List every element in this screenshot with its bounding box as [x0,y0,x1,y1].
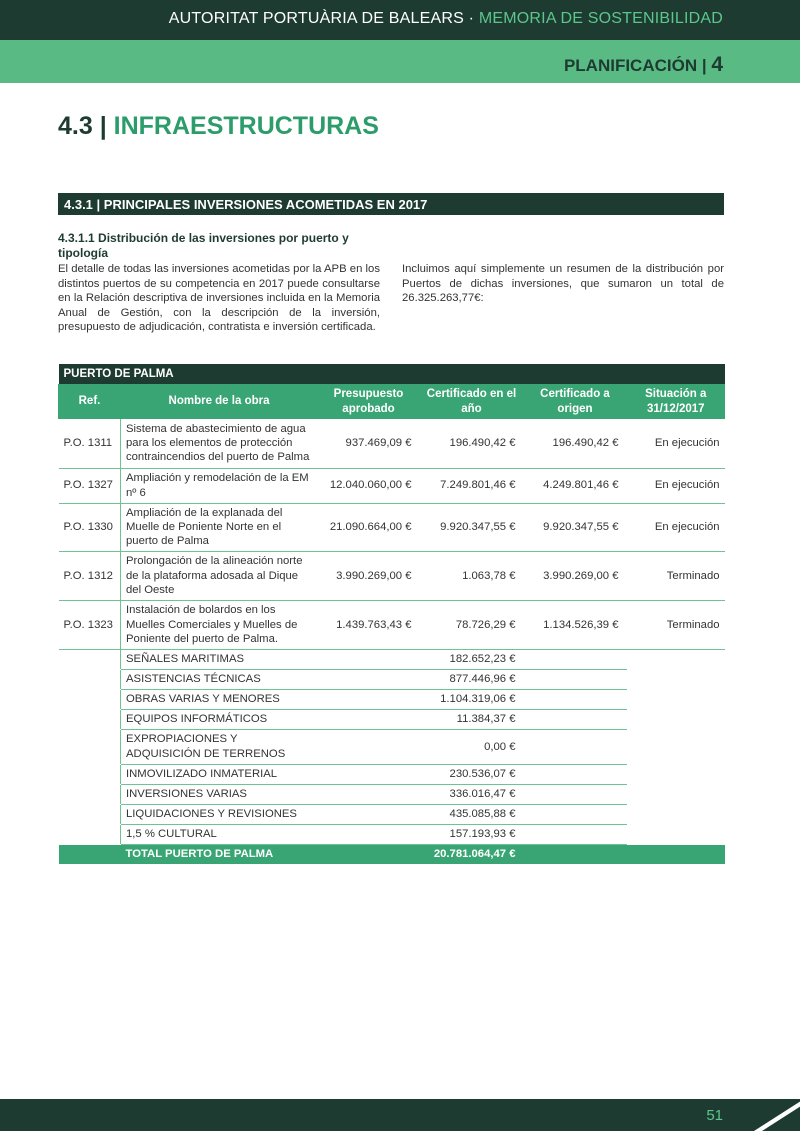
cell-certified-year: 1.063,78 € [420,551,524,600]
table-row [59,503,725,551]
cell-category: INMOVILIZADO INMATERIAL [121,764,318,784]
chapter-number: 4 [711,53,723,76]
report-name: MEMORIA DE SOSTENIBILIDAD [478,10,723,27]
cell-category: 1,5 % CULTURAL [121,824,318,844]
category-row [59,784,725,804]
sub-subsection-title: 4.3.1.1 Distribución de las inversiones por puerto y tipología [58,231,349,260]
table-caption-row [59,364,725,384]
column-header: Nombre de la obra [121,384,318,419]
cell-category: LIQUIDACIONES Y REVISIONES [121,804,318,824]
cell-certified-origin: 3.990.269,00 € [524,551,627,600]
section-number: 4.3 | [58,112,114,140]
category-row [59,804,725,824]
cell-name: Ampliación de la explanada del Muelle de Poniente Norte en el puerto de Palma [121,503,318,551]
subsection-title: 4.3.1 | PRINCIPALES INVERSIONES ACOMETIDAS EN 2017 [58,193,724,215]
cell-certified-year: 182.652,23 € [420,649,524,669]
column-header: Certificado a origen [524,384,627,419]
cell-category: SEÑALES MARITIMAS [121,649,318,669]
cell-status: Terminado [627,600,725,649]
cell-certified-year: 11.384,37 € [420,709,524,729]
cell-category: INVERSIONES VARIAS [121,784,318,804]
chapter-heading [564,53,723,77]
header-title [169,10,723,28]
category-row [59,709,725,729]
cell-budget: 1.439.763,43 € [318,600,420,649]
cell-status: En ejecución [627,419,725,468]
chapter-bar [0,40,800,83]
total-row [59,844,725,864]
cell-budget: 3.990.269,00 € [318,551,420,600]
cell-category: EXPROPIACIONES Y ADQUISICIÓN DE TERRENOS [121,729,318,764]
table-row [59,419,725,468]
header-separator: · [464,10,479,27]
cell-category: ASISTENCIAS TÉCNICAS [121,669,318,689]
cell-certified-year: 7.249.801,46 € [420,468,524,503]
cell-certified-origin: 196.490,42 € [524,419,627,468]
column-header: Ref. [59,384,121,419]
footer-bar [0,1099,800,1131]
table-caption: PUERTO DE PALMA [59,364,725,384]
category-row [59,824,725,844]
cell-certified-year: 336.016,47 € [420,784,524,804]
intro-paragraph-right: Incluimos aquí simplemente un resumen de la distribución por Puertos de dichas inversiones, que sumaron un total de 26.325.263,77€: [402,263,724,305]
table-header-row [59,384,725,419]
total-label: TOTAL PUERTO DE PALMA [121,844,318,864]
category-row [59,729,725,764]
cell-category: EQUIPOS INFORMÁTICOS [121,709,318,729]
footer-stripe-decoration [720,1099,800,1131]
cell-certified-origin: 1.134.526,39 € [524,600,627,649]
cell-status: En ejecución [627,468,725,503]
intro-paragraph-left: El detalle de todas las inversiones acometidas por la APB en los distintos puertos de su competencia en 2017 puede consultarse en la Relación descriptiva de inversiones incluida en la Memoria Anual de Gestión, con la descripción de la inversión, presupuesto de adjudicación, contratista e inversión certificada. [58,263,380,334]
cell-category: OBRAS VARIAS Y MENORES [121,689,318,709]
cell-certified-year: 9.920.347,55 € [420,503,524,551]
table-row [59,600,725,649]
cell-certified-year: 435.085,88 € [420,804,524,824]
cell-ref: P.O. 1312 [59,551,121,600]
cell-ref: P.O. 1330 [59,503,121,551]
cell-certified-year: 78.726,29 € [420,600,524,649]
cell-certified-origin: 9.920.347,55 € [524,503,627,551]
cell-certified-year: 230.536,07 € [420,764,524,784]
cell-name: Prolongación de la alineación norte de la plataforma adosada al Dique del Oeste [121,551,318,600]
section-name: INFRAESTRUCTURAS [113,112,379,140]
category-row [59,649,725,669]
cell-certified-year: 0,00 € [420,729,524,764]
category-row [59,764,725,784]
category-row [59,689,725,709]
table-row [59,468,725,503]
cell-certified-origin: 4.249.801,46 € [524,468,627,503]
cell-status: En ejecución [627,503,725,551]
chapter-label: PLANIFICACIÓN | [563,56,712,75]
cell-certified-year: 196.490,42 € [420,419,524,468]
column-header: Presupuesto aprobado [318,384,420,419]
cell-name: Sistema de abastecimiento de agua para los elementos de protección contraincendios del puerto de Palma [121,419,318,468]
category-row [59,669,725,689]
top-header-bar [0,0,800,40]
cell-budget: 12.040.060,00 € [318,468,420,503]
cell-budget: 937.469,09 € [318,419,420,468]
page-number: 51 [706,1107,723,1124]
column-header: Certificado en el año [420,384,524,419]
cell-certified-year: 1.104.319,06 € [420,689,524,709]
cell-certified-year: 877.446,96 € [420,669,524,689]
cell-name: Ampliación y remodelación de la EM nº 6 [121,468,318,503]
section-title [58,112,379,141]
cell-name: Instalación de bolardos en los Muelles Comerciales y Muelles de Poniente del puerto de Palma. [121,600,318,649]
organization-name: AUTORITAT PORTUÀRIA DE BALEARS [168,10,465,27]
cell-ref: P.O. 1327 [59,468,121,503]
cell-status: Terminado [627,551,725,600]
table-row [59,551,725,600]
cell-ref: P.O. 1311 [59,419,121,468]
investments-table [58,364,724,864]
cell-budget: 21.090.664,00 € [318,503,420,551]
column-header: Situación a 31/12/2017 [627,384,725,419]
cell-ref: P.O. 1323 [59,600,121,649]
total-certified-year: 20.781.064,47 € [420,844,524,864]
cell-certified-year: 157.193,93 € [420,824,524,844]
